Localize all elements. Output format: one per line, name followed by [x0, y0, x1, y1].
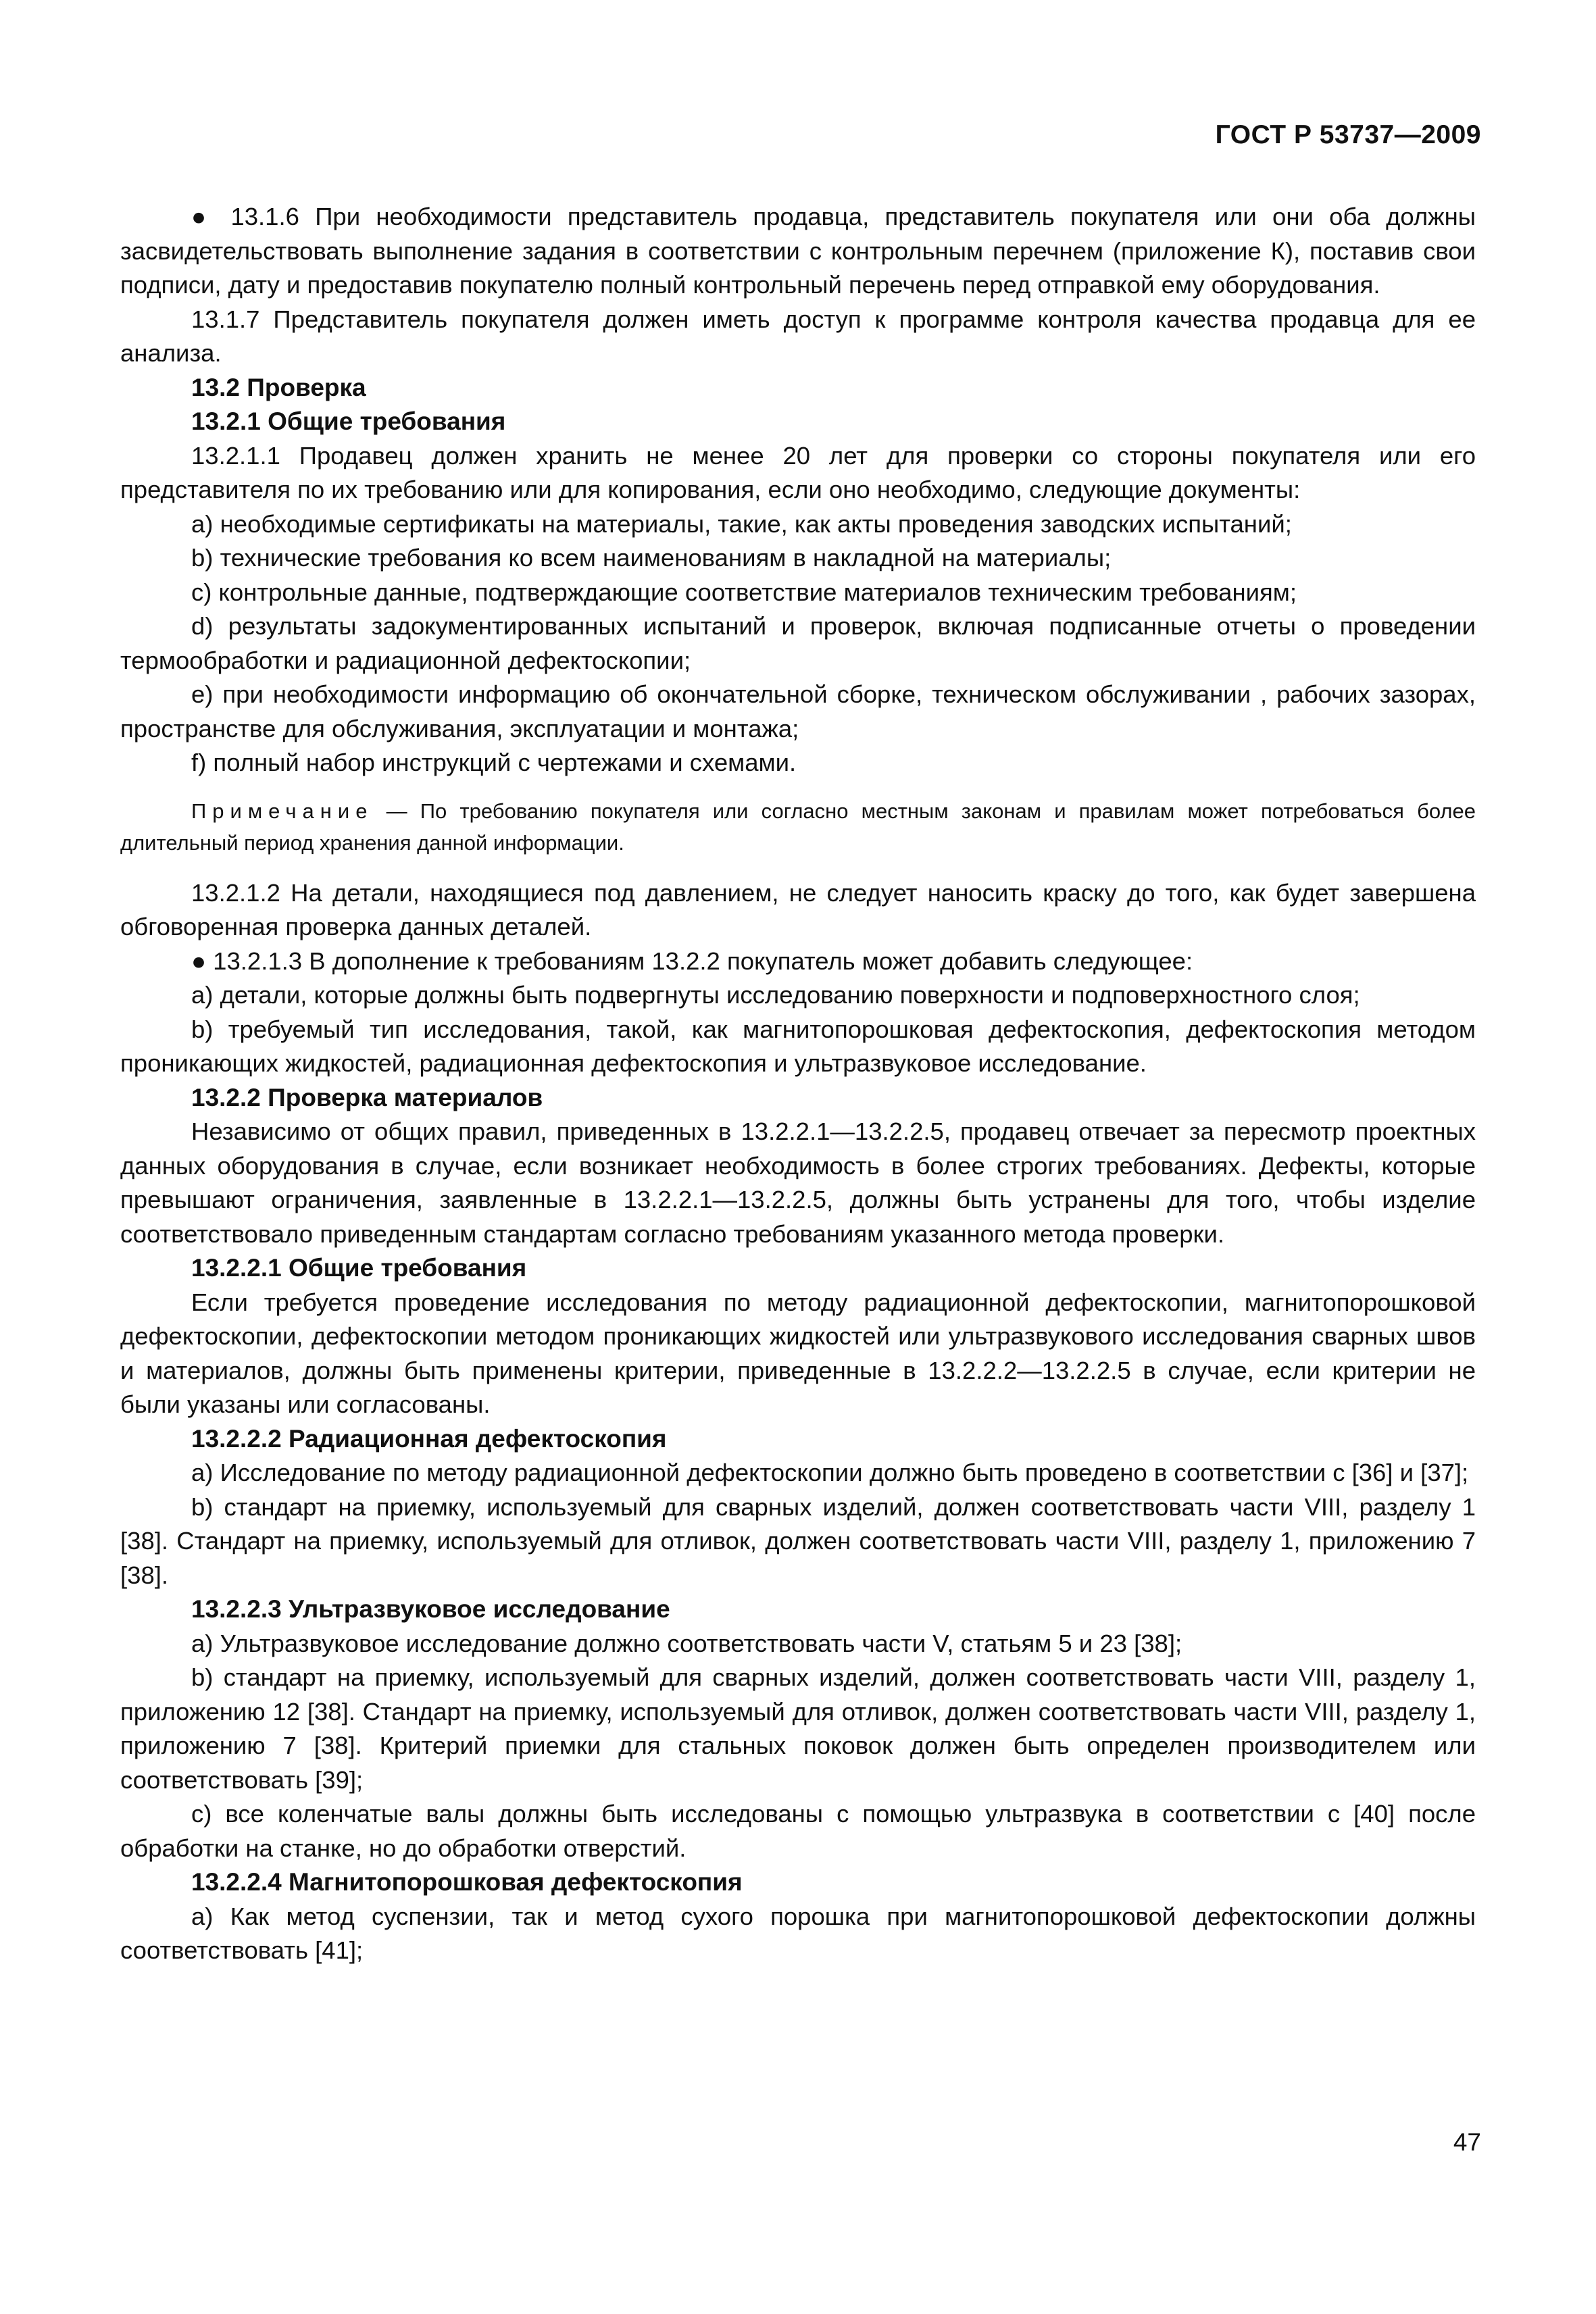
body-paragraph: c) все коленчатые валы должны быть исследованы с помощью ультразвука в соответствии с [40] после обработки на станке, но до обработки отверстий.: [120, 1800, 1476, 1862]
section-heading: 13.2.2.1 Общие требования: [191, 1254, 527, 1282]
section-heading: 13.2.1 Общие требования: [191, 407, 506, 435]
section-heading: 13.2.2.3 Ультразвуковое исследование: [191, 1595, 670, 1623]
note-label: Примечание: [191, 799, 374, 823]
body-paragraph: ● 13.1.6 При необходимости представитель продавца, представитель покупателя или они оба должны засвидетельствовать выполнение задания в соответствии с контрольным перечнем (приложение К), поставив свои подписи, дату и предоставив покупателю полный контрольный перечень перед отправкой ему оборудования.: [120, 203, 1476, 299]
body-paragraph: 13.2.1.1 Продавец должен хранить не менее 20 лет для проверки со стороны покупателя или его представителя по их требованию или для копирования, если оно необходимо, следующие документы:: [120, 441, 1476, 503]
body-paragraph: b) стандарт на приемку, используемый для сварных изделий, должен соответствовать части VIII, разделу 1 [38]. Стандарт на приемку, используемый для отливок, должен соответствовать части VIII, разделу 1, приложению 7 [38].: [120, 1492, 1476, 1589]
body-paragraph: Если требуется проведение исследования по методу радиационной дефектоскопии, магнитопорошковой дефектоскопии, дефектоскопии методом проникающих жидкостей или ультразвукового исследования сварных швов и материалов, должны быть применены критерии, приведенные в 13.2.2.2—13.2.2.5 в случае, если критерии не были указаны или согласованы.: [120, 1288, 1476, 1418]
note-paragraph: [120, 795, 1476, 859]
document-body: [120, 200, 1476, 1968]
body-paragraph: e) при необходимости информацию об окончательной сборке, техническом обслуживании , рабочих зазорах, пространстве для обслуживания, эксплуатации и монтажа;: [120, 680, 1476, 743]
section-heading: 13.2 Проверка: [191, 373, 366, 401]
section-heading: 13.2.2.4 Магнитопорошковая дефектоскопия: [191, 1868, 743, 1896]
body-paragraph: a) детали, которые должны быть подвергнуты исследованию поверхности и подповерхностного слоя;: [191, 981, 1360, 1009]
body-paragraph: c) контрольные данные, подтверждающие соответствие материалов техническим требованиям;: [191, 578, 1297, 606]
body-paragraph: a) Исследование по методу радиационной дефектоскопии должно быть проведено в соответствии с [36] и [37];: [191, 1459, 1469, 1486]
body-paragraph: b) стандарт на приемку, используемый для сварных изделий, должен соответствовать части VIII, разделу 1, приложению 12 [38]. Стандарт на приемку, используемый для отливок, должен соответствовать части VIII, разделу 1, приложению 7 [38]. Критерий приемки для стальных поковок должен быть определен производителем или соответствовать [39];: [120, 1663, 1476, 1794]
body-paragraph: a) Как метод суспензии, так и метод сухого порошка при магнитопорошковой дефектоскопии должны соответствовать [41];: [120, 1902, 1476, 1964]
body-paragraph: d) результаты задокументированных испытаний и проверок, включая подписанные отчеты о проведении термообработки и радиационной дефектоскопии;: [120, 612, 1476, 674]
body-paragraph: 13.1.7 Представитель покупателя должен иметь доступ к программе контроля качества продавца для ее анализа.: [120, 305, 1476, 367]
body-paragraph: 13.2.1.2 На детали, находящиеся под давлением, не следует наносить краску до того, как будет завершена обговоренная проверка данных деталей.: [120, 878, 1476, 940]
body-paragraph: b) технические требования ко всем наименованиям в накладной на материалы;: [191, 544, 1112, 572]
section-heading: 13.2.2.2 Радиационная дефектоскопия: [191, 1424, 667, 1453]
body-paragraph: f) полный набор инструкций с чертежами и схемами.: [191, 749, 797, 776]
body-paragraph: a) Ультразвуковое исследование должно соответствовать части V, статьям 5 и 23 [38];: [191, 1629, 1182, 1657]
body-paragraph: b) требуемый тип исследования, такой, как магнитопорошковая дефектоскопия, дефектоскопия методом проникающих жидкостей, радиационная дефектоскопия и ультразвуковое исследование.: [120, 1015, 1476, 1077]
section-heading: 13.2.2 Проверка материалов: [191, 1083, 543, 1111]
body-paragraph: Независимо от общих правил, приведенных в 13.2.2.1—13.2.2.5, продавец отвечает за пересмотр проектных данных оборудования в случае, если возникает необходимость в более строгих требованиях. Дефекты, которые превышают ограничения, заявленные в 13.2.2.1—13.2.2.5, должны быть устранены для того, чтобы изделие соответствовало приведенным стандартам согласно требованиям указанного метода проверки.: [120, 1117, 1476, 1248]
body-paragraph: ● 13.2.1.3 В дополнение к требованиям 13.2.2 покупатель может добавить следующее:: [191, 947, 1193, 975]
document-header: ГОСТ Р 53737—2009: [1215, 120, 1481, 149]
page-number: 47: [1453, 2128, 1481, 2156]
note-text: — По требованию покупателя или согласно местным законам и правилам может потребоваться более длительный период хранения данной информации.: [120, 799, 1476, 855]
body-paragraph: a) необходимые сертификаты на материалы, такие, как акты проведения заводских испытаний;: [191, 509, 1292, 538]
